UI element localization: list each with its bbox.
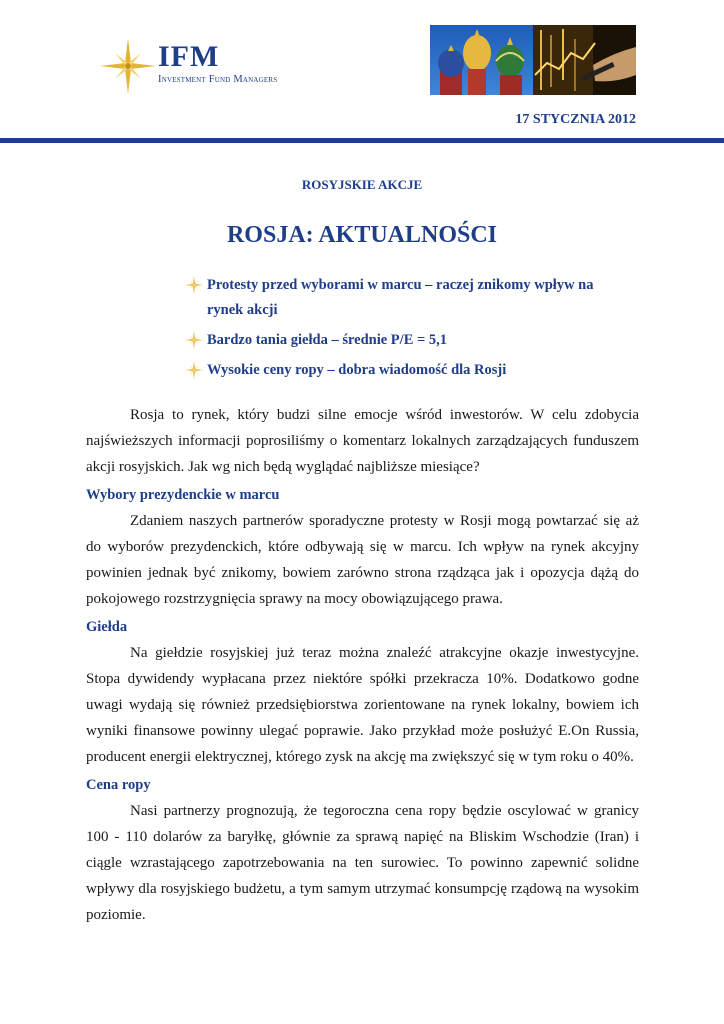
- section-label: ROSYJSKIE AKCJE: [301, 177, 423, 192]
- key-point-text: Protesty przed wyborami w marcu – raczej znikomy wpływ na rynek akcji: [207, 277, 594, 318]
- ifm-logo: [100, 38, 300, 98]
- header-divider: [0, 138, 724, 143]
- article-body: [86, 402, 639, 932]
- section-heading: Wybory prezydenckie w marcu: [86, 487, 280, 503]
- logo-subtitle: Investment Fund Managers: [158, 74, 278, 85]
- key-point: [187, 358, 607, 383]
- section-heading: Cena ropy: [86, 777, 151, 793]
- intro-paragraph: Rosja to rynek, który budzi silne emocje wśród inwestorów. W celu zdobycia najświeższych informacji poprosiliśmy o komentarz lokalnych zarządzających funduszem akcji rosyjskich. Jak wg nich będą wyglądać najbliższe miesiące?: [86, 407, 639, 475]
- key-point-text: Wysokie ceny ropy – dobra wiadomość dla Rosji: [207, 362, 507, 378]
- key-point: [187, 328, 607, 353]
- star-bullet-icon: [185, 276, 203, 294]
- section-paragraph: Zdaniem naszych partnerów sporadyczne protesty w Rosji mogą powtarzać się aż do wyborów prezydenckich, które odbywają się w marcu. Ich wpływ na rynek akcyjny powinien jednak być znikomy, bowiem zarówno strona rządząca jak i opozycja dążą do pokojowego rozstrzygnięcia sprawy na mocy obowiązującego prawa.: [86, 513, 639, 607]
- section-heading: Giełda: [86, 619, 128, 635]
- key-points-list: [187, 273, 607, 388]
- star-bullet-icon: [185, 361, 203, 379]
- compass-star-icon: [100, 38, 156, 94]
- section-paragraph: Nasi partnerzy prognozują, że tegoroczna cena ropy będzie oscylować w granicy 100 - 110 dolarów za baryłkę, głównie za sprawą napięć na Bliskim Wschodzie (Iran) i ciągle wzrastającego zapotrzebowania na ten surowiec. To powinno zapewnić solidne wpływy dla rosyjskiego budżetu, a tym samym utrzymać konsumpcję rządową na wysokim poziomie.: [86, 803, 639, 923]
- star-bullet-icon: [185, 331, 203, 349]
- section-paragraph: Na giełdzie rosyjskiej już teraz można znaleźć atrakcyjne okazje inwestycyjne. Stopa dywidendy wypłacana przez niektóre spółki przekracza 10%. Dodatkowo godne uwagi wydają się również przedsiębiorstwa zorientowane na rynek lokalny, bowiem ich wyniki finansowe powinny ulegać poprawie. Jako przykład może posłużyć E.On Russia, producent energii elektrycznej, którego zysk na akcję ma zwiększyć się w tym roku o 40%.: [86, 645, 639, 765]
- kremlin-domes-image: [430, 25, 533, 95]
- page-title: ROSJA: AKTUALNOŚCI: [226, 222, 498, 248]
- report-date: 17 STYCZNIA 2012: [515, 112, 636, 127]
- key-point-text: Bardzo tania giełda – średnie P/E = 5,1: [207, 332, 448, 348]
- logo-mark: IFM: [158, 40, 220, 73]
- key-point: [187, 273, 607, 323]
- trading-screen-image: [533, 25, 636, 95]
